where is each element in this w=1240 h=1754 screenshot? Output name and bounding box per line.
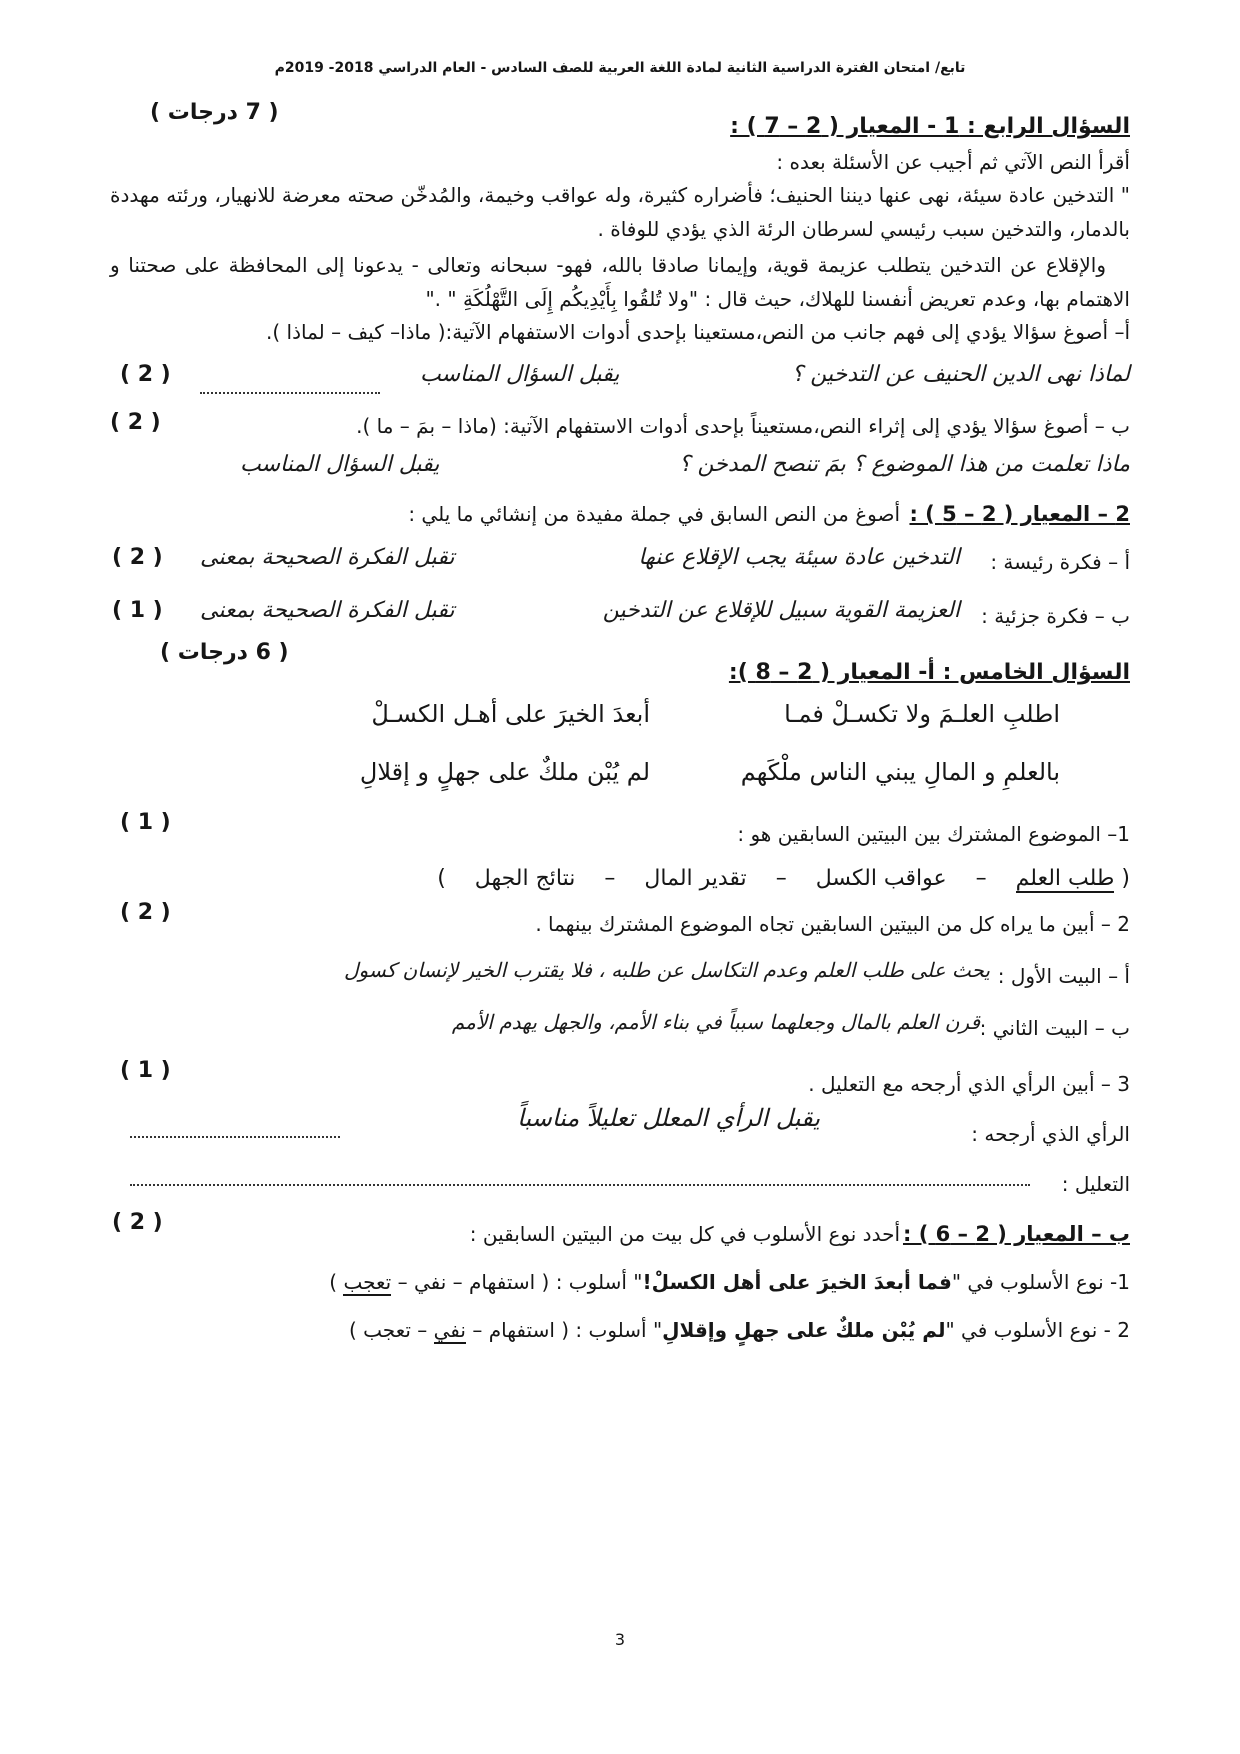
sub-idea-score: ( 1 ) [112,598,163,623]
style-1-mid: " أسلوب : ( [541,1270,643,1294]
q5-score: ( 6 درجات ) [160,640,289,665]
option-dash: – [975,866,987,891]
option-dash: – [452,1270,463,1294]
paren-close: ) [437,866,446,891]
verse-1-hemistich-2: أبعدَ الخيرَ على أهـل الكسـلْ [371,700,650,728]
option-dash: – [417,1318,428,1342]
q4-a-prompt: أ– أصوغ سؤالا يؤدي إلى فهم جانب من النص،مستعينا بإحدى أدوات الاستفهام الآتية:( ماذا– كيف – لماذا ). [266,320,1130,344]
q4-c2-prompt: أصوغ من النص السابق في جملة مفيدة من إنشائي ما يلي : [408,502,900,526]
verse-1-label: أ – البيت الأول : [997,964,1130,988]
passage-paragraph-1: " التدخين عادة سيئة، نهى عنها ديننا الحنيف؛ فأضراره كثيرة، وله عواقب وخيمة، والمُدخّن صحته معرضة للانهيار، ورئته مهددة بالدمار، والتدخين سبب رئيسي لسرطان الرئة الذي يؤدي للوفاة . [110,183,1130,241]
q4-a-score: ( 2 ) [120,362,171,387]
option-dash: – [472,1318,483,1342]
option: استفهام [469,1270,536,1294]
q5-q1-score: ( 1 ) [120,810,171,835]
paren-close: ) [348,1318,357,1342]
option-dash: – [397,1270,408,1294]
verse-2-hemistich-2: لم يُبْن ملكٌ على جهلٍ و إقلالِ [359,758,650,786]
reason-label: التعليل : [1061,1172,1130,1196]
verse-2-label: ب – البيت الثاني : [979,1016,1130,1040]
q4-a-note: يقبل السؤال المناسب [420,362,620,387]
option-dash: – [775,866,787,891]
sub-idea-label: ب – فكرة جزئية : [981,604,1130,628]
q4-b-score: ( 2 ) [110,410,161,435]
paren-open: ( [1121,866,1130,891]
option: نفي [413,1270,447,1294]
option-selected: تعجب [343,1270,392,1294]
opinion-label: الرأي الذي أرجحه : [971,1122,1130,1146]
q4-c2-title: 2 – المعيار ( 2 – 5 ) : [909,502,1130,526]
option-selected: طلب العلم [1015,866,1115,891]
dotted-line [130,1184,1030,1186]
q5-cb-score: ( 2 ) [112,1210,163,1235]
page-number: 3 [614,1630,626,1649]
main-idea-note: تقبل الفكرة الصحيحة بمعنى [200,545,455,570]
option: تعجب [363,1318,411,1342]
sub-idea-answer: العزيمة القوية سبيل للإقلاع عن التدخين [602,598,960,623]
q5-cb-title: ب – المعيار ( 2 – 6 ) : [902,1222,1130,1246]
style-item-1 [329,1270,1130,1294]
verse-2-answer: قرن العلم بالمال وجعلهما سبباً في بناء الأمم، والجهل يهدم الأمم [451,1010,980,1034]
dotted-line [200,392,380,394]
main-idea-label: أ – فكرة رئيسة : [990,550,1130,574]
q5-q3-score: ( 1 ) [120,1058,171,1083]
q4-instruction: أقرأ النص الآتي ثم أجيب عن الأسئلة بعده : [776,150,1130,174]
q5-cb-prompt: أحدد نوع الأسلوب في كل بيت من البيتين السابقين : [469,1222,900,1246]
verse-1-hemistich-1: اطلبِ العلـمَ ولا تكسـلْ فمـا [784,700,1060,728]
option-selected: نفي [433,1318,466,1342]
option-dash: – [604,866,616,891]
q5-title: السؤال الخامس : أ- المعيار ( 2 – 8 ): [728,660,1130,685]
verse-2-hemistich-1: بالعلمِ و المالِ يبني الناس ملْكَهم [740,758,1060,786]
main-idea-answer: التدخين عادة سيئة يجب الإقلاع عنها [638,545,960,570]
q5-q2-score: ( 2 ) [120,900,171,925]
option: عواقب الكسل [815,866,947,891]
q4-b-note: يقبل السؤال المناسب [240,452,440,477]
style-1-quote: فما أبعدَ الخيرَ على أهل الكسلْ! [642,1270,952,1294]
option: استفهام [488,1318,555,1342]
main-idea-score: ( 2 ) [112,545,163,570]
paren-close: ) [329,1270,338,1294]
q5-q1-prompt: 1– الموضوع المشترك بين البيتين السابقين هو : [737,822,1130,846]
q4-score: ( 7 درجات ) [150,100,279,125]
style-2-mid: " أسلوب : ( [561,1318,663,1342]
verse-1-answer: يحث على طلب العلم وعدم التكاسل عن طلبه ، فلا يقترب الخير لإنسان كسول [343,958,990,982]
q4-b-prompt: ب – أصوغ سؤالا يؤدي إلى إثراء النص،مستعيناً بإحدى أدوات الاستفهام الآتية: (ماذا – بمَ – ما ). [356,414,1130,438]
style-item-2 [349,1318,1130,1342]
sub-idea-note: تقبل الفكرة الصحيحة بمعنى [200,598,455,623]
option: نتائج الجهل [474,866,576,891]
q5-q3-prompt: 3 – أبين الرأي الذي أرجحه مع التعليل . [808,1072,1130,1096]
q4-a-answer: لماذا نهى الدين الحنيف عن التدخين ؟ [791,362,1130,387]
q5-q2-prompt: 2 – أبين ما يراه كل من البيتين السابقين تجاه الموضوع المشترك بينهما . [535,912,1130,936]
q4-title: السؤال الرابع : 1 - المعيار ( 2 – 7 ) : [730,114,1130,139]
q5-q1-options [437,866,1130,893]
style-2-prefix: 2 - نوع الأسلوب في " [945,1318,1130,1342]
exam-header: تابع/ امتحان الفترة الدراسية الثانية لمادة اللغة العربية للصف السادس - العام الدراسي 2018- 2019م [274,60,966,76]
opinion-answer: يقبل الرأي المعلل تعليلاً مناسباً [517,1104,820,1132]
style-1-prefix: 1- نوع الأسلوب في " [951,1270,1130,1294]
style-2-quote: لم يُبْن ملكٌ على جهلٍ وإقلالِ [662,1318,946,1342]
q4-b-answer: ماذا تعلمت من هذا الموضوع ؟ بمَ تنصح المدخن ؟ [678,452,1130,477]
dotted-line [130,1136,340,1138]
option: تقدير المال [644,866,747,891]
passage-paragraph-2: والإقلاع عن التدخين يتطلب عزيمة قوية، وإيمانا صادقا بالله، فهو- سبحانه وتعالى - يدعونا إلى المحافظة على صحتنا و الاهتمام بها، وعدم تعريض أنفسنا للهلاك، حيث قال : "ولا تُلقُوا بِأَيْدِيكُم إِلَى التَّهْلُكَةِ " ." [110,253,1130,311]
